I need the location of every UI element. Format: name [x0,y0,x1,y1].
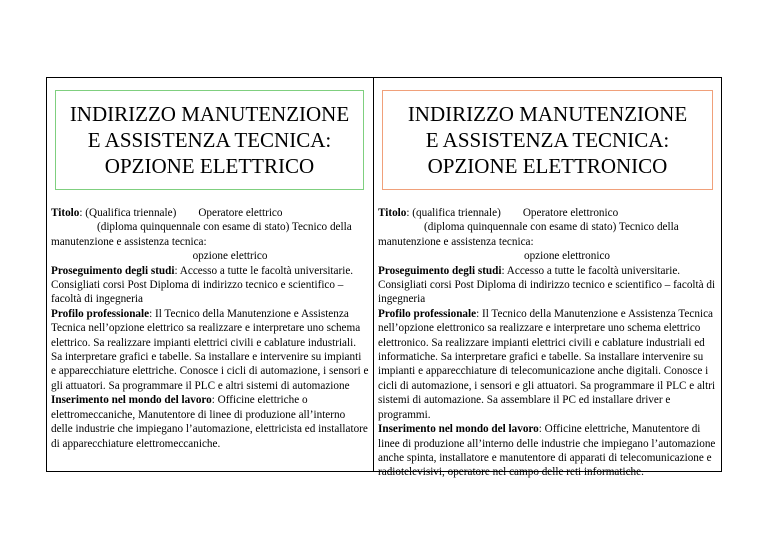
column-elettrico [47,77,373,472]
profilo-paragraph: Profilo professionale: Il Tecnico della Manutenzione e Assistenza Tecnica nell’opzione elettronico sa realizzare e interpretare uno schema elettrico elettronico. Sa realizzare impianti elettrici civili e cablature industriali ed informatiche. Sa interpretare grafici e tabelle. Sa installare intervenire su impianti e apparecchiature di telecomunicazione anche digitali. Conosce i cicli di automazione, i sensori e gli attuatori. Sa programmare il PLC e altri sistemi di automazione. Sa assemblare il PC ed installare driver e programmi. [378,307,716,421]
opzione-line: opzione elettrico [192,250,268,263]
description-elettronico [378,206,716,480]
title-box-elettrico [55,90,364,190]
title-elettrico: INDIRIZZO MANUTENZIONE E ASSISTENZA TECNICA: OPZIONE ELETTRICO [69,102,350,178]
opzione-line: opzione elettronico [523,250,611,263]
prosecuzione-paragraph: Proseguimento degli studi: Accesso a tutte le facoltà universitarie. Consigliati corsi Post Diploma di indirizzo tecnico e scientifico – facoltà di ingegneria [51,264,354,306]
diploma-line-2: manutenzione e assistenza tecnica: [378,235,534,248]
titolo-paragraph: Titolo: (qualifica triennale) Operatore elettronico [378,207,619,219]
title-elettronico: INDIRIZZO MANUTENZIONE E ASSISTENZA TECNICA: OPZIONE ELETTRONICO [407,102,688,178]
lavoro-paragraph: Inserimento nel mondo del lavoro: Officine elettriche, Manutentore di linee di produzione all’interno delle industrie che impiegano l’automazione anche spinta, installatore e manutentore di apparati di telecomunicazione e radiotelevisivi, operatore nel campo delle reti informatiche. [378,423,716,479]
lavoro-paragraph: Inserimento nel mondo del lavoro: Officine elettriche o elettromeccaniche, Manutentore di linee di produzione all’interno delle industrie che impiegano l’automazione, elettricista ed installatore di apparecchiature elettromeccaniche. [51,394,368,450]
diploma-line: (diploma quinquennale con esame di stato) Tecnico della [424,221,679,234]
titolo-paragraph: Titolo: (Qualifica triennale) Operatore elettrico [51,207,283,219]
diploma-line: (diploma quinquennale con esame di stato) Tecnico della [97,221,352,234]
profilo-paragraph: Profilo professionale: Il Tecnico della Manutenzione e Assistenza Tecnica nell’opzione elettrico sa realizzare e interpretare uno schema elettrico. Sa realizzare impianti elettrici civili e cablature industriali. Sa interpretare grafici e tabelle. Sa installare e intervenire su impianti e apparecchiature elettriche. Conosce i cicli di automazione, i sensori e gli attuatori. Sa programmare il PLC e altri sistemi di automazione [51,307,369,392]
prosecuzione-paragraph: Proseguimento degli studi: Accesso a tutte le facoltà universitarie. Consigliati corsi Post Diploma di indirizzo tecnico e scientifico – facoltà di ingegneria [378,264,716,306]
column-elettronico [374,77,721,479]
diploma-line-2: manutenzione e assistenza tecnica: [51,235,207,248]
description-elettrico [51,206,369,451]
title-box-elettronico [382,90,713,190]
